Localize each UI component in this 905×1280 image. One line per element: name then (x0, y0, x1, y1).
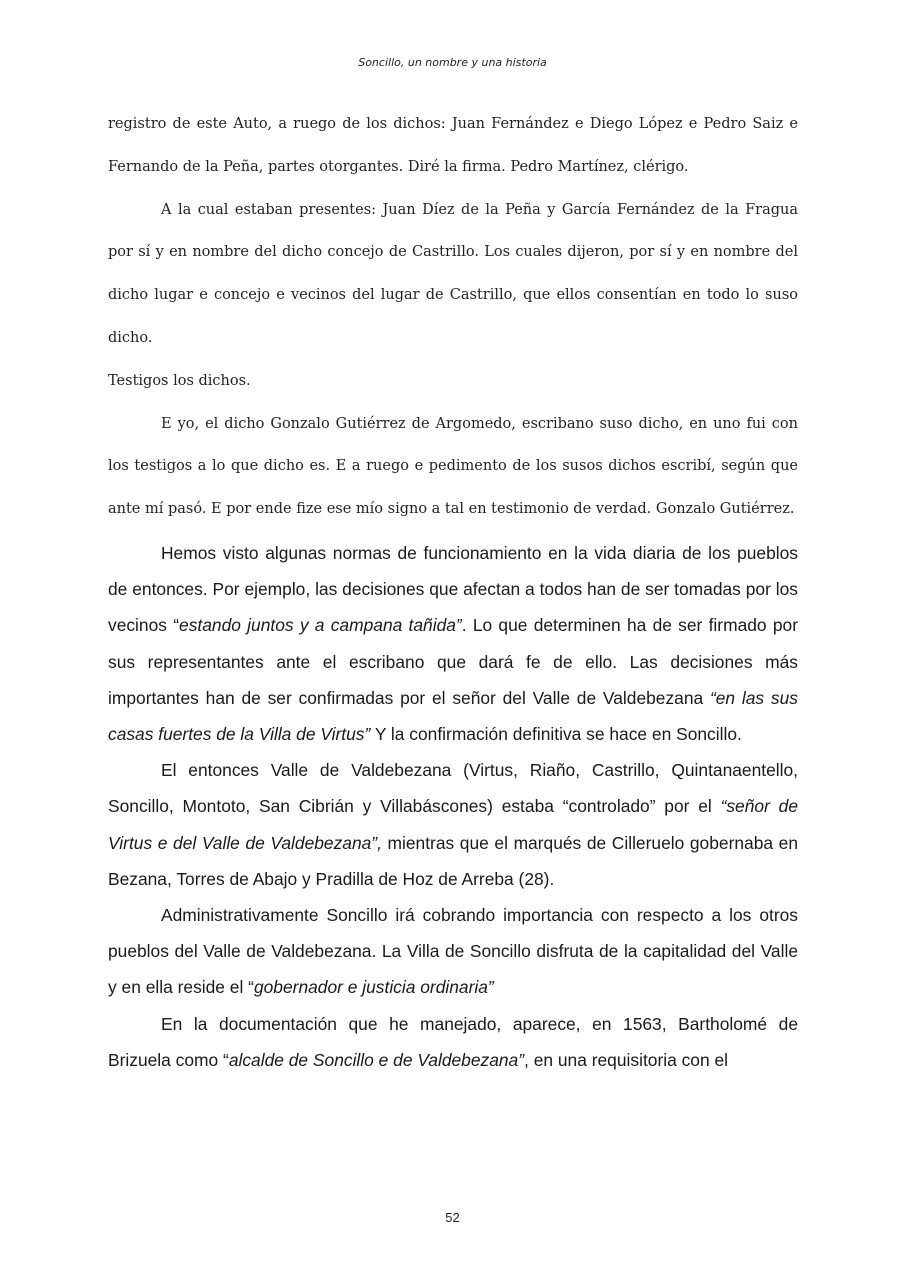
quoted-paragraph: E yo, el dicho Gonzalo Gutiérrez de Argomedo, escribano suso dicho, en uno fui con los testigos a lo que dicho es. E a ruego e pedimento de los susos dichos escribí, según que ante mí pasó. E por ende fize ese mío signo a tal en testimonio de verdad. Gonzalo Gutiérrez. (108, 415, 798, 518)
italic-quote: alcalde de Soncillo e de Valdebezana” (228, 1049, 525, 1070)
italic-quote: “en las sus casas fuertes de la Villa de Virtus” (108, 687, 798, 744)
italic-quote: estando juntos y a campana tañida” (179, 615, 462, 636)
italic-quote: gobernador e justicia ordinaria” (253, 977, 494, 998)
body-text (108, 103, 798, 1078)
paragraph: El entonces Valle de Valdebezana (Virtus, Riaño, Castrillo, Quintanaentello, Soncillo, Montoto, San Cibrián y Villabáscones) estaba “controlado” por el “señor de Virtus e del Valle de Valdebezana”, mientras que el marqués de Cilleruelo gobernaba en Bezana, Torres de Abajo y Pradilla de Hoz de Arreba (28). (108, 760, 798, 889)
page-number: 52 (445, 1210, 460, 1225)
quoted-document-block (108, 103, 798, 531)
paragraph: Administrativamente Soncillo irá cobrando importancia con respecto a los otros pueblos del Valle de Valdebezana. La Villa de Soncillo disfruta de la capitalidad del Valle y en ella reside el “gobernador e justicia ordinaria” (108, 905, 798, 998)
quoted-paragraph: Testigos los dichos. (108, 372, 251, 389)
commentary-block (108, 535, 798, 1078)
quoted-paragraph: A la cual estaban presentes: Juan Díez de la Peña y García Fernández de la Fragua por sí y en nombre del dicho concejo de Castrillo. Los cuales dijeron, por sí y en nombre del dicho lugar e concejo e vecinos del lugar de Castrillo, que ellos consentían en todo lo suso dicho. (108, 201, 798, 346)
paragraph: En la documentación que he manejado, aparece, en 1563, Bartholomé de Brizuela como “alcalde de Soncillo e de Valdebezana”, en una requisitoria con el (108, 1013, 798, 1070)
running-header: Soncillo, un nombre y una historia (358, 56, 547, 69)
quoted-paragraph: registro de este Auto, a ruego de los dichos: Juan Fernández e Diego López e Pedro Saiz e Fernando de la Peña, partes otorgantes. Diré la firma. Pedro Martínez, clérigo. (108, 116, 798, 175)
paragraph: Hemos visto algunas normas de funcionamiento en la vida diaria de los pueblos de entonces. Por ejemplo, las decisiones que afectan a todos han de ser tomadas por los vecinos “estando juntos y a campana tañida”. Lo que determinen ha de ser firmado por sus representantes ante el escribano que dará fe de ello. Las decisiones más importantes han de ser confirmadas por el señor del Valle de Valdebezana “en las sus casas fuertes de la Villa de Virtus” Y la confirmación definitiva se hace en Soncillo. (108, 542, 798, 744)
italic-quote: “señor de Virtus e del Valle de Valdebezana”, (108, 796, 798, 853)
